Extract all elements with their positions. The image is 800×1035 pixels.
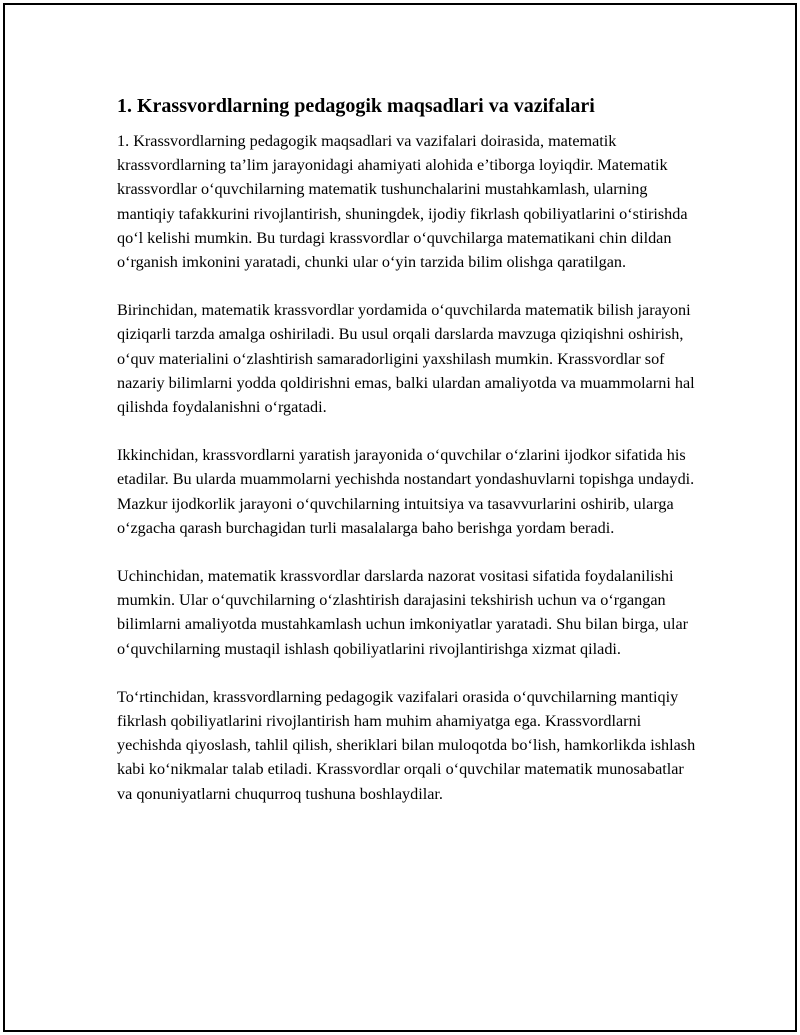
section-heading: 1. Krassvordlarning pedagogik maqsadlari va vazifalari — [117, 95, 595, 117]
paragraph-intro: 1. Krassvordlarning pedagogik maqsadlari va vazifalari doirasida, matematik krassvordlarning ta’lim jarayonidagi ahamiyati alohida e’tiborga loyiqdir. Matematik krassvordlar o‘quvchilarning matematik tushunchalarini mustahkamlash, ularning mantiqiy tafakkurini rivojlantirish, shuningdek, ijodiy fikrlash qobiliyatlarini o‘stirishda qo‘l kelishi mumkin. Bu turdagi krassvordlar o‘quvchilarga matematikani chin dildan o‘rganish imkonini yaratadi, chunki ular o‘yin tarzida bilim olishga qaratilgan. — [117, 132, 688, 272]
paragraph-fourth-point: To‘rtinchidan, krassvordlarning pedagogik vazifalari orasida o‘quvchilarning mantiqiy fikrlash qobiliyatlarini rivojlantirish ham muhim ahamiyatga ega. Krassvordlarni yechishda qiyoslash, tahlil qilish, sheriklari bilan muloqotda bo‘lish, hamkorlikda ishlash kabi ko‘nikmalar talab etiladi. Krassvordlar orqali o‘quvchilar matematik munosabatlar va qonuniyatlarni chuqurroq tushuna boshlaydilar. — [117, 687, 696, 803]
paragraph-second-point: Ikkinchidan, krassvordlarni yaratish jarayonida o‘quvchilar o‘zlarini ijodkor sifatida his etadilar. Bu ularda muammolarni yechishda nostandart yondashuvlarni topishga undaydi. Mazkur ijodkorlik jarayoni o‘quvchilarning intuitsiya va tasavvurlarini oshirib, ularga o‘zgacha qarash burchagidan turli masalalarga baho berishga yordam beradi. — [117, 446, 695, 537]
paragraph-third-point: Uchinchidan, matematik krassvordlar darslarda nazorat vositasi sifatida foydalanilishi mumkin. Ular o‘quvchilarning o‘zlashtirish darajasini tekshirish uchun va o‘rgangan bilimlarni amaliyotda mustahkamlash uchun imkoniyatlar yaratadi. Shu bilan birga, ular o‘quvchilarning mustaqil ishlash qobiliyatlarini rivojlantirishga xizmat qiladi. — [117, 567, 689, 658]
paragraph-first-point: Birinchidan, matematik krassvordlar yordamida o‘quvchilarda matematik bilish jarayoni qiziqarli tarzda amalga oshiriladi. Bu usul orqali darslarda mavzuga qiziqishni oshirish, o‘quv materialini o‘zlashtirish samaradorligini yaxshilash mumkin. Krassvordlar sof nazariy bilimlarni yodda qoldirishni emas, balki ulardan amaliyotda va muammolarni hal qilishda foydalanishni o‘rgatadi. — [117, 301, 695, 417]
document-body — [117, 93, 697, 830]
